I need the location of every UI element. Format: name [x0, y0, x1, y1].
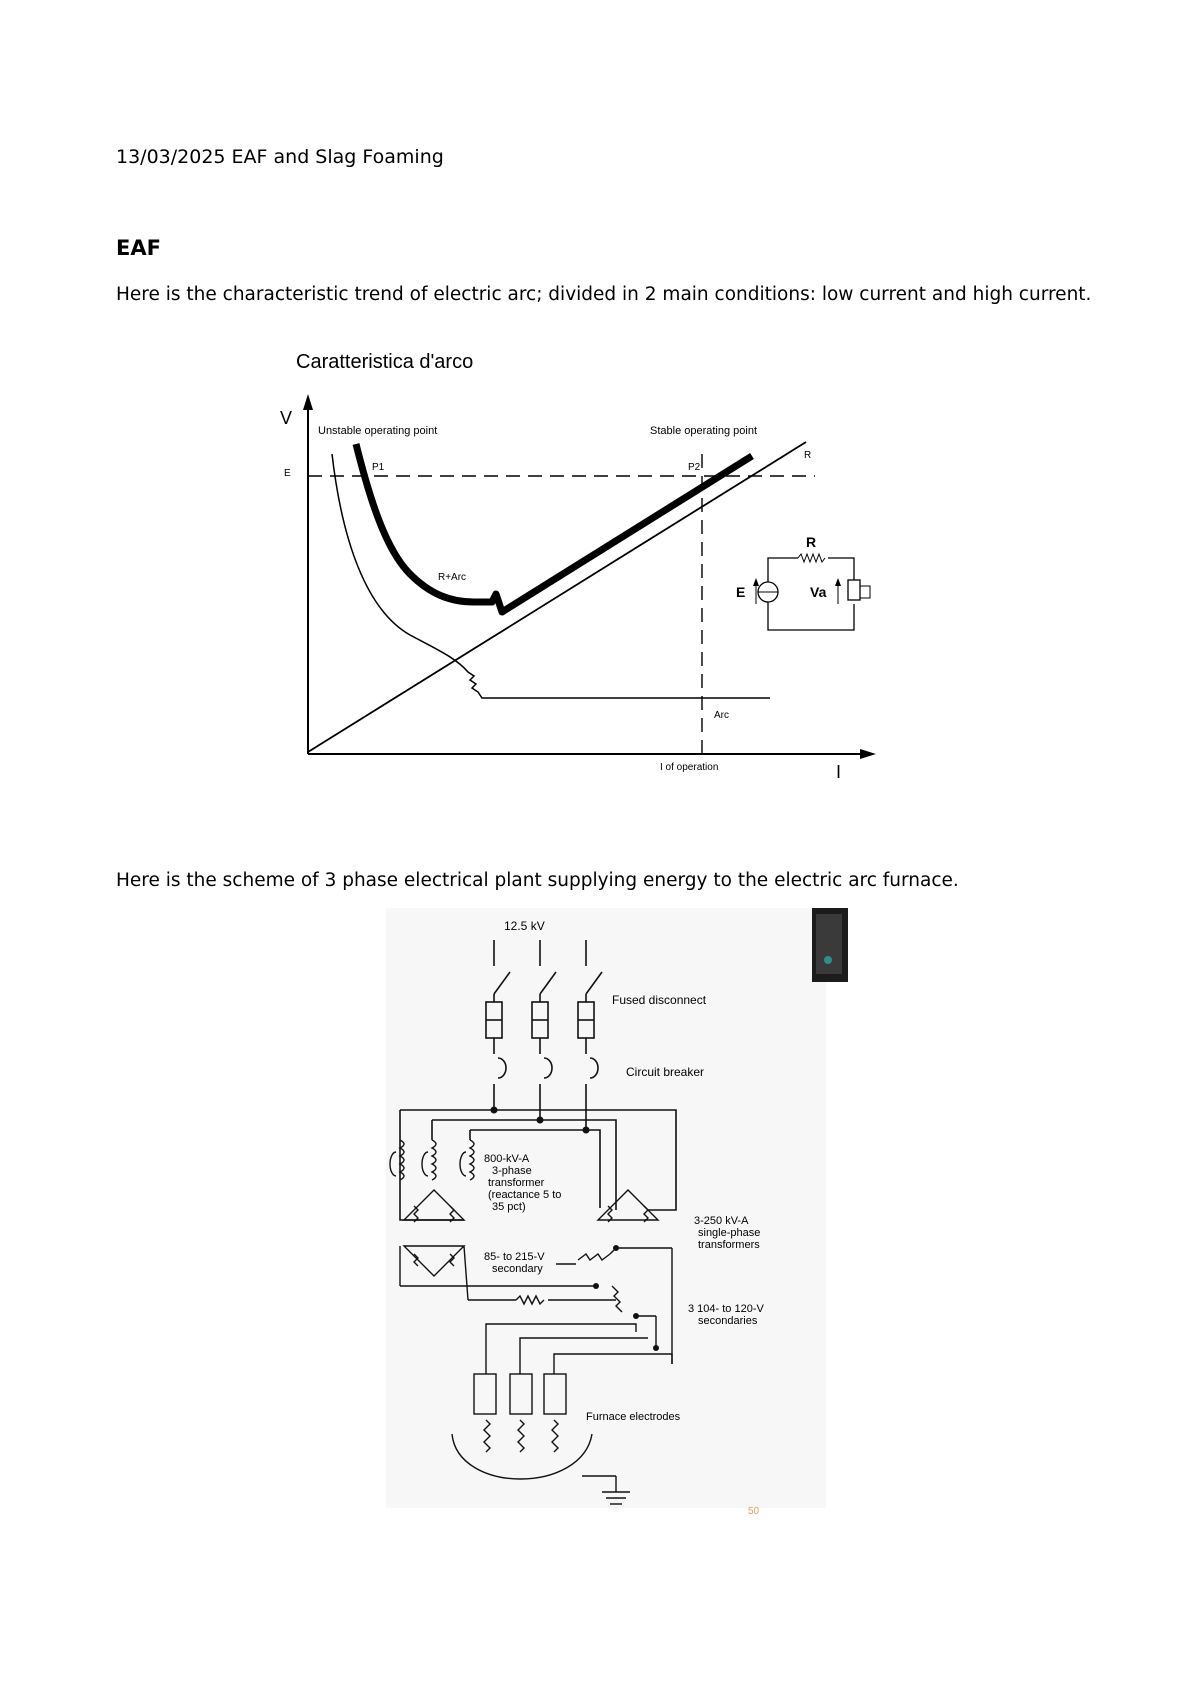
fused-disconnect-label: Fused disconnect [612, 993, 707, 1007]
paragraph-plant-scheme: Here is the scheme of 3 phase electrical plant supplying energy to the electric arc furnace. [116, 870, 959, 891]
transformer-label-5: 35 pct) [492, 1201, 526, 1213]
secondary-label-1: 85- to 215-V [484, 1251, 545, 1263]
unstable-point-label: Unstable operating point [318, 425, 438, 437]
y-axis-label: V [280, 408, 293, 428]
single-phase-label-2: single-phase [698, 1227, 761, 1239]
circuit-e-label: E [736, 584, 746, 600]
arc-characteristic-figure [270, 340, 890, 790]
secondary-label-2: secondary [492, 1263, 543, 1275]
secondaries-label-1: 3 104- to 120-V [688, 1303, 764, 1315]
equivalent-circuit [736, 534, 870, 630]
p2-label: P2 [688, 462, 701, 473]
single-phase-label-3: transformers [698, 1239, 760, 1251]
secondaries-label-2: secondaries [698, 1315, 758, 1327]
page-mark: 50 [748, 1506, 760, 1517]
e-level-label: E [284, 468, 291, 479]
transformer-label-4: (reactance 5 to [488, 1189, 562, 1201]
arc-curve-label: Arc [714, 710, 729, 721]
paragraph-arc-characteristic: Here is the characteristic trend of electric arc; divided in 2 main conditions: low current and high current. [116, 284, 1092, 305]
stable-point-label: Stable operating point [650, 425, 758, 437]
electrodes-label: Furnace electrodes [586, 1411, 681, 1423]
x-axis-label: I [836, 762, 842, 782]
figure-title: Caratteristica d'arco [296, 351, 474, 373]
circuit-va-label: Va [810, 584, 827, 600]
r-arc-label: R+Arc [438, 572, 467, 583]
section-title: EAF [116, 236, 161, 260]
r-line-label: R [804, 450, 812, 461]
circuit-breaker-label: Circuit breaker [626, 1065, 705, 1079]
supply-label: 12.5 kV [504, 919, 545, 933]
document-header: 13/03/2025 EAF and Slag Foaming [116, 146, 444, 168]
transformer-label-2: 3-phase [492, 1165, 532, 1177]
p1-label: P1 [372, 462, 385, 473]
transformer-label-1: 800-kV-A [484, 1153, 530, 1165]
circuit-r-label: R [806, 534, 817, 550]
plant-scheme-figure [386, 908, 850, 1520]
i-operation-label: I of operation [660, 762, 719, 773]
single-phase-label-1: 3-250 kV-A [694, 1215, 749, 1227]
transformer-label-3: transformer [488, 1177, 545, 1189]
